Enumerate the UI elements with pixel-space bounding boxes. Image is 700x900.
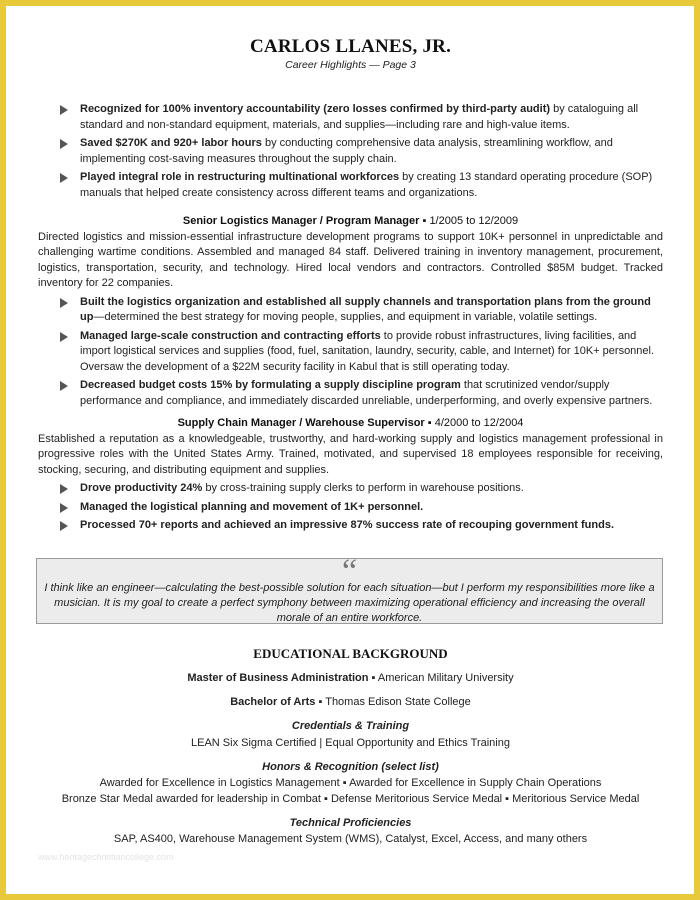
school-name: ▪ American Military University	[368, 672, 514, 684]
bullet-text: by creating 13 standard operating procedure (SOP) manuals that helped create consistency across different teams and organizations.	[80, 171, 653, 199]
arrow-bullet-icon	[60, 381, 68, 391]
degree-ba	[38, 696, 663, 708]
list-item	[38, 136, 663, 167]
bullet-bold: Decreased budget costs 15% by formulating a supply discipline program	[80, 379, 461, 391]
arrow-bullet-icon	[60, 521, 68, 531]
job-summary: Established a reputation as a knowledgeable, trustworthy, and hard-working supply and logistics management professional in progressive roles with the United States Army. Trained, motivated, and supervised 18 employees responsible for receiving, stocking, securing, and distributing equipment and supplies.	[38, 432, 663, 476]
arrow-bullet-icon	[60, 298, 68, 308]
list-item	[38, 170, 663, 201]
job-dates: 1/2005 to 12/2009	[429, 215, 519, 227]
arrow-bullet-icon	[60, 105, 68, 115]
tech-text: SAP, AS400, Warehouse Management System (WMS), Catalyst, Excel, Access, and many others	[113, 833, 588, 845]
bullet-bold: Recognized for 100% inventory accountability (zero losses confirmed by third-party audit)	[80, 103, 551, 115]
bullet-text: —determined the best strategy for moving people, supplies, and equipment in variable, volatile settings.	[93, 311, 598, 323]
honors-heading: Honors & Recognition (select list)	[262, 761, 439, 773]
degree-name: Master of Business Administration	[187, 672, 369, 684]
tech-heading: Technical Proficiencies	[289, 817, 412, 829]
list-item	[38, 102, 663, 133]
bullet-bold: Drove productivity 24%	[80, 482, 203, 494]
bullet-text: to provide robust infrastructures, living facilities, and import logistical services and supplies (food, fuel, sanitation, laundry, security, cable, and Internet) for 10K+ personnel. Oversaw the development of a $22M security facility in Kabul that is still operating today.	[80, 329, 655, 373]
honors-line-2: Bronze Star Medal awarded for leadership in Combat ▪ Defense Meritorious Service Medal ▪ Meritorious Service Medal	[61, 793, 640, 805]
honors-line-1: Awarded for Excellence in Logistics Management ▪ Awarded for Excellence in Supply Chain Operations	[99, 777, 602, 789]
quote-text: I think like an engineer—calculating the best-possible solution for each situation—but I perform my responsibilities more like a musician. It is my goal to create a perfect symphony between maximizing operational efficiency and increasing the overall morale of an entire workforce.	[44, 582, 655, 624]
job-supply-chain	[38, 416, 663, 534]
arrow-bullet-icon	[60, 332, 68, 342]
resume-page	[6, 6, 694, 894]
bullet-bold: Managed large-scale construction and contracting efforts	[80, 329, 381, 342]
degree-name: Bachelor of Arts	[230, 696, 316, 708]
arrow-bullet-icon	[60, 503, 68, 513]
job-title	[38, 416, 663, 432]
separator: ▪	[424, 417, 435, 429]
arrow-bullet-icon	[60, 484, 68, 494]
arrow-bullet-icon	[60, 139, 68, 149]
list-item	[38, 295, 663, 326]
credentials-heading: Credentials & Training	[291, 720, 410, 732]
page-subtitle: Career Highlights — Page 3	[285, 59, 416, 71]
bullet-bold: Built the logistics organization and established all supply channels and transportation plans from the ground up	[80, 295, 651, 323]
arrow-bullet-icon	[60, 173, 68, 183]
job-summary: Directed logistics and mission-essential infrastructure development programs to support 10K+ personnel in unpredictable and challenging wartime conditions. Assembled and managed 84 staff. Delivered training in inventory management, procurement, logistics, transportation, security, and technology. Hired local vendors and contractors. Controlled $85M budget. Tracked inventory for 22 companies.	[38, 230, 663, 289]
quote-box	[36, 553, 663, 624]
education-heading: EDUCATIONAL BACKGROUND	[253, 646, 448, 661]
bullet-bold: Processed 70+ reports and achieved an impressive 87% success rate of recouping government funds.	[80, 519, 615, 531]
candidate-name: CARLOS LLANES, JR.	[249, 36, 452, 57]
separator: ▪	[419, 215, 430, 227]
job-dates: 4/2000 to 12/2004	[434, 417, 524, 429]
watermark: www.heritagechristiancollege.com	[38, 852, 174, 862]
bullet-text: that scrutinized vendor/supply performance and compliance, and immediately discarded unreliable, underperforming, and overly expensive partners.	[80, 379, 653, 407]
bullet-text: by conducting comprehensive data analysis, streamlining workflow, and implementing cost-saving measures throughout the supply chain.	[80, 137, 613, 165]
degree-mba	[38, 672, 663, 684]
bullet-text: by cataloguing all standard and non-standard equipment, materials, and supplies—including rare and high-value items.	[80, 103, 639, 131]
list-item	[38, 378, 663, 409]
bullet-text: by cross-training supply clerks to perform in warehouse positions.	[202, 482, 524, 494]
career-highlights	[38, 102, 663, 201]
bullet-bold: Managed the logistical planning and movement of 1K+ personnel.	[80, 500, 424, 513]
job-title-text: Supply Chain Manager / Warehouse Supervisor	[177, 417, 425, 429]
list-item	[38, 518, 663, 534]
quote-mark-icon: “	[341, 553, 358, 590]
school-name: ▪ Thomas Edison State College	[315, 696, 471, 708]
job-title	[38, 214, 663, 230]
bullet-bold: Saved $270K and 920+ labor hours	[80, 137, 262, 149]
list-item	[38, 500, 663, 516]
list-item	[38, 481, 663, 497]
list-item	[38, 329, 663, 376]
credentials-text: LEAN Six Sigma Certified | Equal Opportunity and Ethics Training	[191, 737, 510, 749]
job-title-text: Senior Logistics Manager / Program Manager	[182, 215, 420, 227]
bullet-bold: Played integral role in restructuring multinational workforces	[80, 171, 400, 183]
job-senior-logistics	[38, 214, 663, 409]
